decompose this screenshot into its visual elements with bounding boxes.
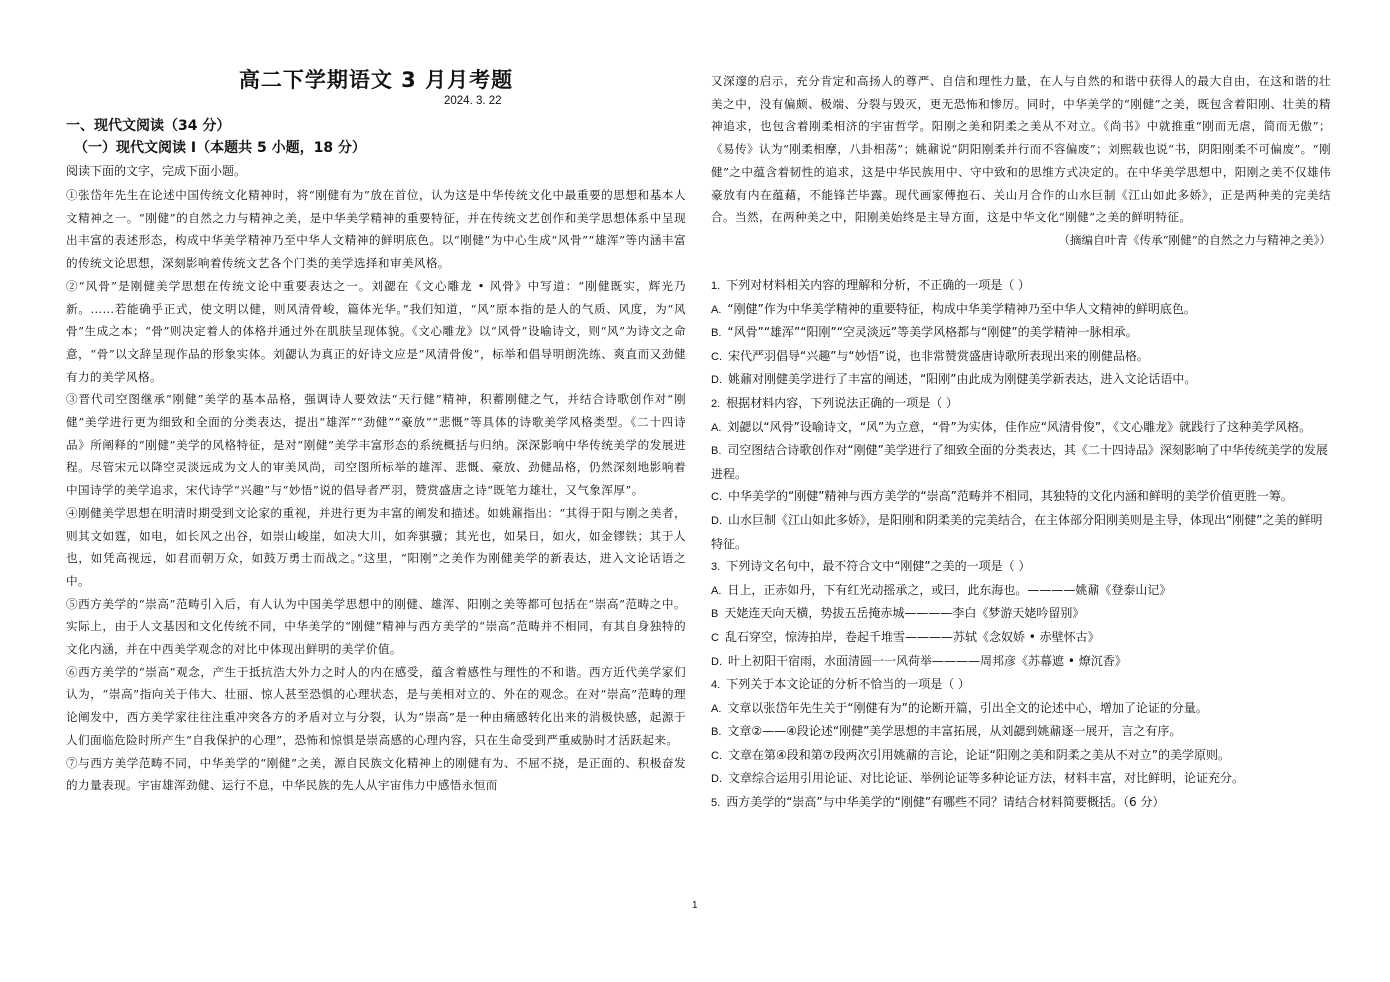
option-label: C.	[711, 491, 722, 504]
option	[711, 485, 1331, 509]
option-text: “刚健”作为中华美学精神的重要特征，构成中华美学精神乃至中华人文精神的鲜明底色。	[727, 301, 1196, 316]
option-label: B.	[711, 327, 722, 340]
question-text: 下列诗文名句中，最不符合文中“刚健”之美的一项是（ ）	[726, 559, 1031, 574]
option-text: 叶上初阳干宿雨，水面清圆一一风荷举————周邦彦《苏幕遮 • 燎沉香》	[728, 653, 1127, 668]
option-text: 文章在第④段和第⑦段两次引用姚鼐的言论，论证“阳刚之美和阴柔之美从不对立”的美学原则。	[728, 747, 1230, 762]
option-text: 司空图结合诗歌创作对“刚健”美学进行了细致全面的分类表达，其《二十四诗品》深刻影响了中华传统美学的发展进程。	[711, 443, 1328, 481]
passage-paragraph: ⑤西方美学的“崇高”范畴引入后，有人认为中国美学思想中的刚健、雄浑、阳刚之美等都可包括在“崇高”范畴之中。实际上，由于人文基因和文化传统不同，中华美学的“刚健”精神与西方美学的“崇高”范畴并不相同，有其自身独特的文化内涵，并在中西美学观念的对比中体现出鲜明的美学价值。	[66, 596, 686, 657]
option	[711, 697, 1331, 721]
option-label: C.	[711, 350, 722, 363]
option-text: 天姥连天向天横，势拔五岳掩赤城————李白《梦游天姥吟留别》	[724, 606, 1085, 621]
option-text: 乱石穿空，惊涛拍岸，卷起千堆雪————苏轼《念奴娇 • 赤壁怀古》	[724, 629, 1100, 644]
passage-paragraph: ①张岱年先生在论述中国传统文化精神时，将“刚健有为”放在首位，认为这是中华传统文化中最重要的思想和基本人文精神之一。“刚健”的自然之力与精神之美，是中华美学精神的重要特征，并在传统文艺创作和美学思想体系中呈现出丰富的表述形态，构成中华美学精神乃至中华人文精神的鲜明底色。以“刚健”为中心生成“风骨”“雄浑”等内涵丰富的传统文论思想，深刻影响着传统文艺各个门类的美学选择和审美风格。	[66, 188, 686, 271]
question-4	[711, 673, 1331, 697]
option	[711, 345, 1331, 369]
passage-paragraph: ③晋代司空图继承“刚健”美学的基本品格，强调诗人要效法“天行健”精神，积蓄刚健之气，并结合诗歌创作对“刚健”美学进行更为细致和全面的分类表达，提出“雄浑”“劲健”“豪放”“悲慨”等具体的诗歌美学风格类型。《二十四诗品》所阐释的“刚健”美学的风格特征，是对“刚健”美学丰富形态的系统概括与归纳。深深影响中华传统美学的发展进程。尽管宋元以降空灵淡远成为文人的审美风尚，司空图所标举的雄浑、悲慨、豪放、劲健品格，仍然深刻地影响着中国诗学的美学追求，宋代诗学“兴趣”与“妙悟”说的倡导者严羽，赞赏盛唐之诗“既笔力雄壮，又气象浑厚”。	[66, 392, 686, 498]
option	[711, 321, 1331, 345]
question-number: 4.	[711, 679, 721, 692]
option-label: C.	[711, 749, 722, 762]
passage-paragraph: ④刚健美学思想在明清时期受到文论家的重视，并进行更为丰富的阐发和描述。如姚鼐指出：“其得于阳与刚之美者，则其文如霆，如电，如长风之出谷，如崇山峻崖，如决大川，如奔骐骥；其光也，如杲日，如火，如金镠铁；其于人也，如凭高视远，如君而朝万众，如鼓万勇士而战之。”这里，“阳刚”之美作为刚健美学的新表达，进入文论话语之中。	[66, 505, 686, 588]
question-list	[711, 274, 1331, 815]
passage-right	[711, 70, 1331, 252]
option-text: 文章②——④段论述“刚健”美学思想的丰富拓展，从刘勰到姚鼐逐一展开，言之有序。	[727, 724, 1182, 739]
option-label: A.	[711, 421, 722, 434]
option	[711, 767, 1331, 791]
option-text: 中华美学的“刚健”精神与西方美学的“崇高”范畴并不相同，其独特的文化内涵和鲜明的美学价值更胜一筹。	[728, 489, 1293, 504]
option-text: 宋代严羽倡导“兴趣”与“妙悟”说，也非常赞赏盛唐诗歌所表现出来的刚健品格。	[728, 348, 1149, 363]
question-number: 1.	[711, 280, 721, 292]
question-number: 2.	[711, 397, 721, 410]
option-label: A.	[711, 702, 722, 715]
option-label: D.	[711, 514, 722, 527]
option-text: 日上，正赤如丹，下有红光动摇承之，或曰，此东海也。————姚鼐《登泰山记》	[727, 582, 1172, 597]
option	[711, 298, 1331, 322]
passage-paragraph: ⑥西方美学的“崇高”观念，产生于抵抗浩大外力之时人的内在感受，蕴含着感性与理性的不和谐。西方近代美学家们认为，“崇高”指向关于伟大、壮丽、惊人甚至恐惧的心理状态，是与美相对立的、外在的观念。在对“崇高”范畴的理论阐发中，西方美学家往往注重冲突各方的矛盾对立与分裂，认为“崇高”是一种由痛感转化出来的消极快感，起源于人们面临危险时所产生“自我保护的心理”，恐怖和惊惧是崇高感的心理内容，只在生命受到严重威胁时才活跃起来。	[66, 664, 686, 747]
question-5	[711, 791, 1331, 815]
option	[711, 416, 1331, 440]
option-label: D.	[711, 773, 722, 786]
question-text: 西方美学的“崇高”与中华美学的“刚健”有哪些不同？请结合材料简要概括。（6 分）	[726, 795, 1165, 810]
question-1	[711, 274, 1331, 298]
option	[711, 720, 1331, 744]
question-text: 下列关于本文论证的分析不恰当的一项是（ ）	[726, 677, 971, 692]
option-label: B.	[711, 726, 722, 739]
option-text: 文章综合运用引用论证、对比论证、举例论证等多种论证方法，材料丰富，对比鲜明，论证充分。	[728, 771, 1245, 786]
option-label: C	[711, 631, 719, 644]
question-number: 5.	[711, 797, 721, 810]
passage-source: （摘编自叶青《传承“刚健”的自然之力与精神之美》）	[1058, 232, 1331, 247]
section-subheading: （一）现代文阅读 I（本题共 5 小题，18 分）	[74, 140, 366, 156]
option-label: B.	[711, 445, 722, 458]
option	[711, 579, 1331, 603]
question-number: 3.	[711, 561, 721, 574]
option-text: “风骨”“雄浑”“阳刚”“空灵淡远”等美学风格都与“刚健”的美学精神一脉相承。	[727, 325, 1138, 340]
option-text: 刘勰以“风骨”设喻诗文，“风”为立意，“骨”为实体，佳作应“风清骨俊”，《文心雕龙》就践行了这种美学风格。	[727, 419, 1312, 434]
question-text: 下列对材料相关内容的理解和分析，不正确的一项是（ ）	[726, 278, 1031, 292]
option	[711, 650, 1331, 674]
option	[711, 509, 1331, 555]
passage-paragraph: ⑦与西方美学范畴不同，中华美学的“刚健”之美，源自民族文化精神上的刚健有为、不屈不挠，是正面的、积极奋发的力量表现。宇宙雄浑劲健、运行不息，中华民族的先人从宇宙伟力中感悟永恒而	[66, 755, 686, 793]
passage-left	[66, 184, 686, 797]
option	[711, 744, 1331, 768]
question-2	[711, 392, 1331, 416]
option-label: D.	[711, 655, 722, 668]
option	[711, 602, 1331, 626]
passage-paragraph-continued: 又深邃的启示，充分肯定和高扬人的尊严、自信和理性力量，在人与自然的和谐中获得人的最大自由，在这和谐的壮美之中，没有偏颇、极端、分裂与毁灭，更无恐怖和惨厉。同时，中华美学的“刚健”之美，既包含着阳刚、壮美的精神追求，也包含着刚柔相济的宇宙哲学。阳刚之美和阴柔之美从不对立。《尚书》中就推重“刚而无虐，简而无傲”；《易传》认为“刚柔相摩，八卦相荡”；姚鼐说“阴阳刚柔并行而不容偏废”；刘熙载也说“书，阴阳刚柔不可偏废”。“刚健”之中蕴含着韧性的追求，这是中华民族用中、守中致和的思维方式决定的。在中华美学思想中，阳刚之美不仅雄伟豪放有内在蕴藉，不能锋芒毕露。现代画家傅抱石、关山月合作的山水巨制《江山如此多娇》，正是两种美的完美结合。当然，在两种美之中，阳刚美始终是主导方面，这是中华文化“刚健”之美的鲜明特征。	[711, 74, 1331, 225]
question-3	[711, 555, 1331, 579]
option-text: 文章以张岱年先生关于“刚健有为”的论断开篇，引出全文的论述中心，增加了论证的分量。	[727, 700, 1208, 715]
section-heading: 一、现代文阅读（34 分）	[66, 118, 231, 134]
passage-paragraph: ②“风骨”是刚健美学思想在传统文论中重要表达之一。刘勰在《文心雕龙 • 风骨》中写道：“刚健既实，辉光乃新。……若能确乎正式，使文明以健，则风清骨峻，篇体光华。”我们知道，“风”原本指的是人的气质、风度，为“风骨”生成之本；“骨”则决定着人的体格并通过外在肌肤呈现体貌。《文心雕龙》以“风骨”设喻诗文，则“风”为诗文之命意，“骨”以文辞呈现作品的形象实体。刘勰认为真正的好诗文应是“风清骨俊”，标举和倡导明朗洗练、爽直而又劲健有力的美学风格。	[66, 278, 686, 384]
question-text: 根据材料内容，下列说法正确的一项是（ ）	[726, 395, 959, 410]
page-number: 1	[692, 900, 698, 911]
option-label: A.	[711, 584, 722, 597]
exam-date: 2024. 3. 22	[444, 95, 502, 107]
option-label: B	[711, 608, 719, 621]
reading-instruction: 阅读下面的文字，完成下面小题。	[66, 164, 247, 178]
page-title: 高二下学期语文 3 月月考题	[238, 68, 514, 92]
option	[711, 439, 1331, 485]
option	[711, 368, 1331, 392]
option-label: D.	[711, 374, 722, 387]
option	[711, 626, 1331, 650]
option-label: A.	[711, 303, 722, 316]
option-text: 姚鼐对刚健美学进行了丰富的阐述，“阳刚”由此成为刚健美学新表达，进入文论话语中。	[728, 372, 1197, 387]
option-text: 山水巨制《江山如此多娇》，是阳刚和阴柔美的完美结合，在主体部分阳刚美则是主导，体现出“刚健”之美的鲜明特征。	[711, 512, 1323, 551]
